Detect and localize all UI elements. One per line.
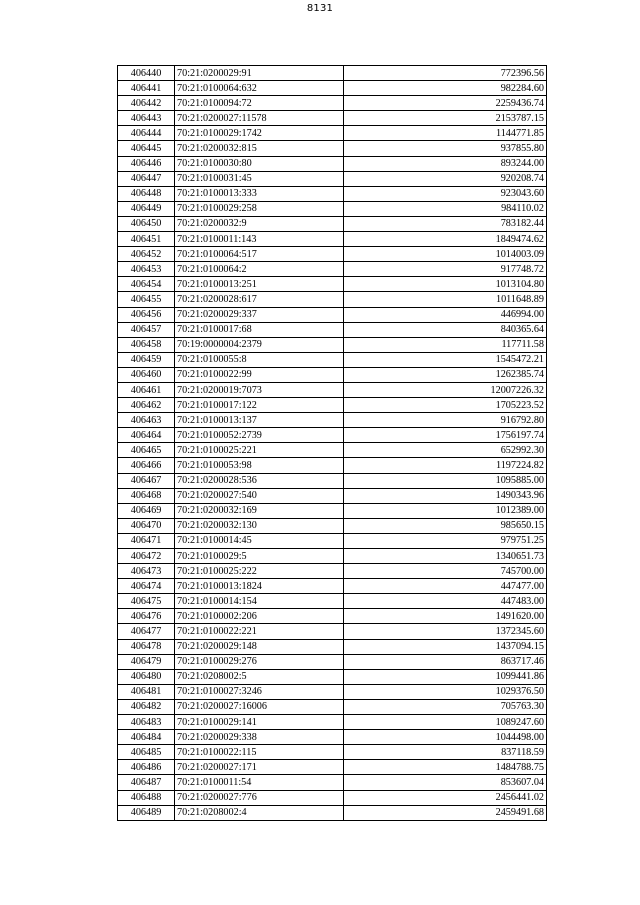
cadastral-value-cell: 1372345.60: [344, 624, 547, 639]
cadastral-number-cell: 70:21:0100022:115: [175, 745, 344, 760]
cadastral-value-cell: 1095885.00: [344, 473, 547, 488]
cadastral-number-cell: 70:21:0100064:632: [175, 81, 344, 96]
row-number-cell: 406442: [118, 96, 175, 111]
cadastral-value-cell: 1014003.09: [344, 247, 547, 262]
cadastral-value-cell: 745700.00: [344, 564, 547, 579]
table-row: [118, 730, 547, 745]
table-row: [118, 262, 547, 277]
row-number-cell: 406477: [118, 624, 175, 639]
cadastral-number-cell: 70:21:0200029:91: [175, 66, 344, 81]
cadastral-number-cell: 70:21:0100025:222: [175, 564, 344, 579]
table-row: [118, 171, 547, 186]
cadastral-value-cell: 1490343.96: [344, 488, 547, 503]
cadastral-value-cell: 1029376.50: [344, 684, 547, 699]
table-row: [118, 126, 547, 141]
cadastral-number-cell: 70:21:0100013:251: [175, 277, 344, 292]
table-row: [118, 654, 547, 669]
cadastral-value-cell: 1756197.74: [344, 428, 547, 443]
row-number-cell: 406481: [118, 684, 175, 699]
cadastral-value-cell: 2259436.74: [344, 96, 547, 111]
row-number-cell: 406452: [118, 247, 175, 262]
cadastral-value-cell: 447483.00: [344, 594, 547, 609]
row-number-cell: 406451: [118, 232, 175, 247]
cadastral-number-cell: 70:21:0100064:2: [175, 262, 344, 277]
row-number-cell: 406446: [118, 156, 175, 171]
table-row: [118, 533, 547, 548]
row-number-cell: 406471: [118, 533, 175, 548]
cadastral-value-cell: 1340651.73: [344, 549, 547, 564]
cadastral-number-cell: 70:21:0100011:143: [175, 232, 344, 247]
row-number-cell: 406447: [118, 171, 175, 186]
table-row: [118, 609, 547, 624]
table-row: [118, 624, 547, 639]
cadastral-number-cell: 70:21:0100013:1824: [175, 579, 344, 594]
table-row: [118, 790, 547, 805]
table-row: [118, 337, 547, 352]
row-number-cell: 406487: [118, 775, 175, 790]
cadastral-number-cell: 70:21:0100029:5: [175, 549, 344, 564]
page-number: 8131: [306, 3, 334, 14]
row-number-cell: 406475: [118, 594, 175, 609]
cadastral-number-cell: 70:21:0208002:4: [175, 805, 344, 820]
table-row: [118, 201, 547, 216]
cadastral-number-cell: 70:21:0200032:169: [175, 503, 344, 518]
cadastral-number-cell: 70:21:0100029:141: [175, 715, 344, 730]
row-number-cell: 406476: [118, 609, 175, 624]
row-number-cell: 406470: [118, 518, 175, 533]
cadastral-value-cell: 783182.44: [344, 216, 547, 231]
cadastral-value-cell: 1545472.21: [344, 352, 547, 367]
cadastral-number-cell: 70:21:0100053:98: [175, 458, 344, 473]
cadastral-value-cell: 1099441.86: [344, 669, 547, 684]
row-number-cell: 406469: [118, 503, 175, 518]
cadastral-value-cell: 652992.30: [344, 443, 547, 458]
cadastral-value-cell: 979751.25: [344, 533, 547, 548]
cadastral-value-cell: 2456441.02: [344, 790, 547, 805]
cadastral-value-cell: 984110.02: [344, 201, 547, 216]
cadastral-value-cell: 1849474.62: [344, 232, 547, 247]
cadastral-value-cell: 2153787.15: [344, 111, 547, 126]
table-row: [118, 277, 547, 292]
cadastral-value-cell: 840365.64: [344, 322, 547, 337]
row-number-cell: 406484: [118, 730, 175, 745]
cadastral-value-cell: 446994.00: [344, 307, 547, 322]
table-row: [118, 458, 547, 473]
table-row: [118, 66, 547, 81]
table-row: [118, 579, 547, 594]
table-row: [118, 715, 547, 730]
cadastral-value-cell: 893244.00: [344, 156, 547, 171]
cadastral-number-cell: 70:21:0200032:815: [175, 141, 344, 156]
table-row: [118, 503, 547, 518]
row-number-cell: 406463: [118, 413, 175, 428]
cadastral-number-cell: 70:21:0100031:45: [175, 171, 344, 186]
cadastral-number-cell: 70:21:0100013:137: [175, 413, 344, 428]
table-row: [118, 699, 547, 714]
cadastral-number-cell: 70:21:0200027:16006: [175, 699, 344, 714]
row-number-cell: 406483: [118, 715, 175, 730]
row-number-cell: 406450: [118, 216, 175, 231]
cadastral-value-cell: 1705223.52: [344, 398, 547, 413]
table-row: [118, 111, 547, 126]
row-number-cell: 406474: [118, 579, 175, 594]
cadastral-number-cell: 70:21:0200019:7073: [175, 382, 344, 397]
row-number-cell: 406457: [118, 322, 175, 337]
table-row: [118, 186, 547, 201]
cadastral-number-cell: 70:21:0200027:540: [175, 488, 344, 503]
cadastral-number-cell: 70:21:0200028:536: [175, 473, 344, 488]
row-number-cell: 406445: [118, 141, 175, 156]
cadastral-value-cell: 1013104.80: [344, 277, 547, 292]
cadastral-value-cell: 1044498.00: [344, 730, 547, 745]
row-number-cell: 406440: [118, 66, 175, 81]
cadastral-number-cell: 70:19:0000004:2379: [175, 337, 344, 352]
row-number-cell: 406473: [118, 564, 175, 579]
row-number-cell: 406464: [118, 428, 175, 443]
row-number-cell: 406461: [118, 382, 175, 397]
table-row: [118, 382, 547, 397]
cadastral-number-cell: 70:21:0100014:45: [175, 533, 344, 548]
table-row: [118, 398, 547, 413]
table-row: [118, 141, 547, 156]
cadastral-number-cell: 70:21:0100055:8: [175, 352, 344, 367]
cadastral-value-cell: 1011648.89: [344, 292, 547, 307]
row-number-cell: 406443: [118, 111, 175, 126]
cadastral-value-cell: 1089247.60: [344, 715, 547, 730]
row-number-cell: 406462: [118, 398, 175, 413]
cadastral-value-cell: 863717.46: [344, 654, 547, 669]
cadastral-number-cell: 70:21:0200029:337: [175, 307, 344, 322]
cadastral-value-table: [117, 65, 547, 821]
table-row: [118, 760, 547, 775]
cadastral-number-cell: 70:21:0200027:171: [175, 760, 344, 775]
row-number-cell: 406455: [118, 292, 175, 307]
cadastral-value-cell: 1491620.00: [344, 609, 547, 624]
cadastral-value-cell: 117711.58: [344, 337, 547, 352]
row-number-cell: 406485: [118, 745, 175, 760]
cadastral-number-cell: 70:21:0200027:11578: [175, 111, 344, 126]
row-number-cell: 406441: [118, 81, 175, 96]
cadastral-value-cell: 447477.00: [344, 579, 547, 594]
row-number-cell: 406486: [118, 760, 175, 775]
cadastral-number-cell: 70:21:0100052:2739: [175, 428, 344, 443]
cadastral-value-cell: 853607.04: [344, 775, 547, 790]
row-number-cell: 406488: [118, 790, 175, 805]
row-number-cell: 406478: [118, 639, 175, 654]
cadastral-number-cell: 70:21:0100002:206: [175, 609, 344, 624]
table-row: [118, 549, 547, 564]
table-row: [118, 81, 547, 96]
table-row: [118, 322, 547, 337]
row-number-cell: 406449: [118, 201, 175, 216]
table-row: [118, 775, 547, 790]
table-row: [118, 518, 547, 533]
table-row: [118, 367, 547, 382]
row-number-cell: 406489: [118, 805, 175, 820]
cadastral-value-cell: 705763.30: [344, 699, 547, 714]
cadastral-value-cell: 2459491.68: [344, 805, 547, 820]
row-number-cell: 406456: [118, 307, 175, 322]
cadastral-value-cell: 920208.74: [344, 171, 547, 186]
table-row: [118, 684, 547, 699]
cadastral-number-cell: 70:21:0200028:617: [175, 292, 344, 307]
cadastral-value-cell: 772396.56: [344, 66, 547, 81]
cadastral-value-cell: 937855.80: [344, 141, 547, 156]
row-number-cell: 406472: [118, 549, 175, 564]
row-number-cell: 406468: [118, 488, 175, 503]
cadastral-number-cell: 70:21:0100094:72: [175, 96, 344, 111]
row-number-cell: 406482: [118, 699, 175, 714]
row-number-cell: 406467: [118, 473, 175, 488]
cadastral-value-cell: 923043.60: [344, 186, 547, 201]
row-number-cell: 406444: [118, 126, 175, 141]
cadastral-value-cell: 1012389.00: [344, 503, 547, 518]
row-number-cell: 406458: [118, 337, 175, 352]
cadastral-number-cell: 70:21:0100029:1742: [175, 126, 344, 141]
table-body: [118, 66, 547, 821]
row-number-cell: 406479: [118, 654, 175, 669]
row-number-cell: 406459: [118, 352, 175, 367]
cadastral-number-cell: 70:21:0100022:221: [175, 624, 344, 639]
cadastral-number-cell: 70:21:0100011:54: [175, 775, 344, 790]
cadastral-number-cell: 70:21:0100029:258: [175, 201, 344, 216]
row-number-cell: 406465: [118, 443, 175, 458]
table-row: [118, 473, 547, 488]
cadastral-number-cell: 70:21:0100064:517: [175, 247, 344, 262]
table-row: [118, 292, 547, 307]
cadastral-number-cell: 70:21:0200029:148: [175, 639, 344, 654]
table-row: [118, 669, 547, 684]
cadastral-value-cell: 837118.59: [344, 745, 547, 760]
table-row: [118, 805, 547, 820]
row-number-cell: 406460: [118, 367, 175, 382]
table-row: [118, 232, 547, 247]
cadastral-value-cell: 1144771.85: [344, 126, 547, 141]
cadastral-number-cell: 70:21:0200032:130: [175, 518, 344, 533]
row-number-cell: 406466: [118, 458, 175, 473]
cadastral-value-cell: 917748.72: [344, 262, 547, 277]
cadastral-value-cell: 1437094.15: [344, 639, 547, 654]
cadastral-number-cell: 70:21:0100029:276: [175, 654, 344, 669]
table-row: [118, 428, 547, 443]
cadastral-value-cell: 982284.60: [344, 81, 547, 96]
table-row: [118, 352, 547, 367]
cadastral-value-cell: 1262385.74: [344, 367, 547, 382]
cadastral-value-cell: 985650.15: [344, 518, 547, 533]
table-row: [118, 488, 547, 503]
cadastral-number-cell: 70:21:0100027:3246: [175, 684, 344, 699]
row-number-cell: 406480: [118, 669, 175, 684]
table-row: [118, 443, 547, 458]
cadastral-number-cell: 70:21:0200029:338: [175, 730, 344, 745]
cadastral-number-cell: 70:21:0200032:9: [175, 216, 344, 231]
table-row: [118, 745, 547, 760]
table-row: [118, 216, 547, 231]
table-row: [118, 96, 547, 111]
cadastral-number-cell: 70:21:0100022:99: [175, 367, 344, 382]
table-row: [118, 413, 547, 428]
cadastral-number-cell: 70:21:0100014:154: [175, 594, 344, 609]
table-row: [118, 156, 547, 171]
table-row: [118, 247, 547, 262]
table-row: [118, 594, 547, 609]
cadastral-number-cell: 70:21:0100017:68: [175, 322, 344, 337]
table-row: [118, 307, 547, 322]
row-number-cell: 406453: [118, 262, 175, 277]
cadastral-value-cell: 916792.80: [344, 413, 547, 428]
cadastral-number-cell: 70:21:0100013:333: [175, 186, 344, 201]
cadastral-value-cell: 1197224.82: [344, 458, 547, 473]
row-number-cell: 406454: [118, 277, 175, 292]
row-number-cell: 406448: [118, 186, 175, 201]
cadastral-number-cell: 70:21:0100025:221: [175, 443, 344, 458]
cadastral-number-cell: 70:21:0200027:776: [175, 790, 344, 805]
cadastral-value-cell: 1484788.75: [344, 760, 547, 775]
cadastral-value-cell: 12007226.32: [344, 382, 547, 397]
cadastral-number-cell: 70:21:0208002:5: [175, 669, 344, 684]
cadastral-number-cell: 70:21:0100017:122: [175, 398, 344, 413]
table-row: [118, 564, 547, 579]
table-row: [118, 639, 547, 654]
cadastral-number-cell: 70:21:0100030:80: [175, 156, 344, 171]
